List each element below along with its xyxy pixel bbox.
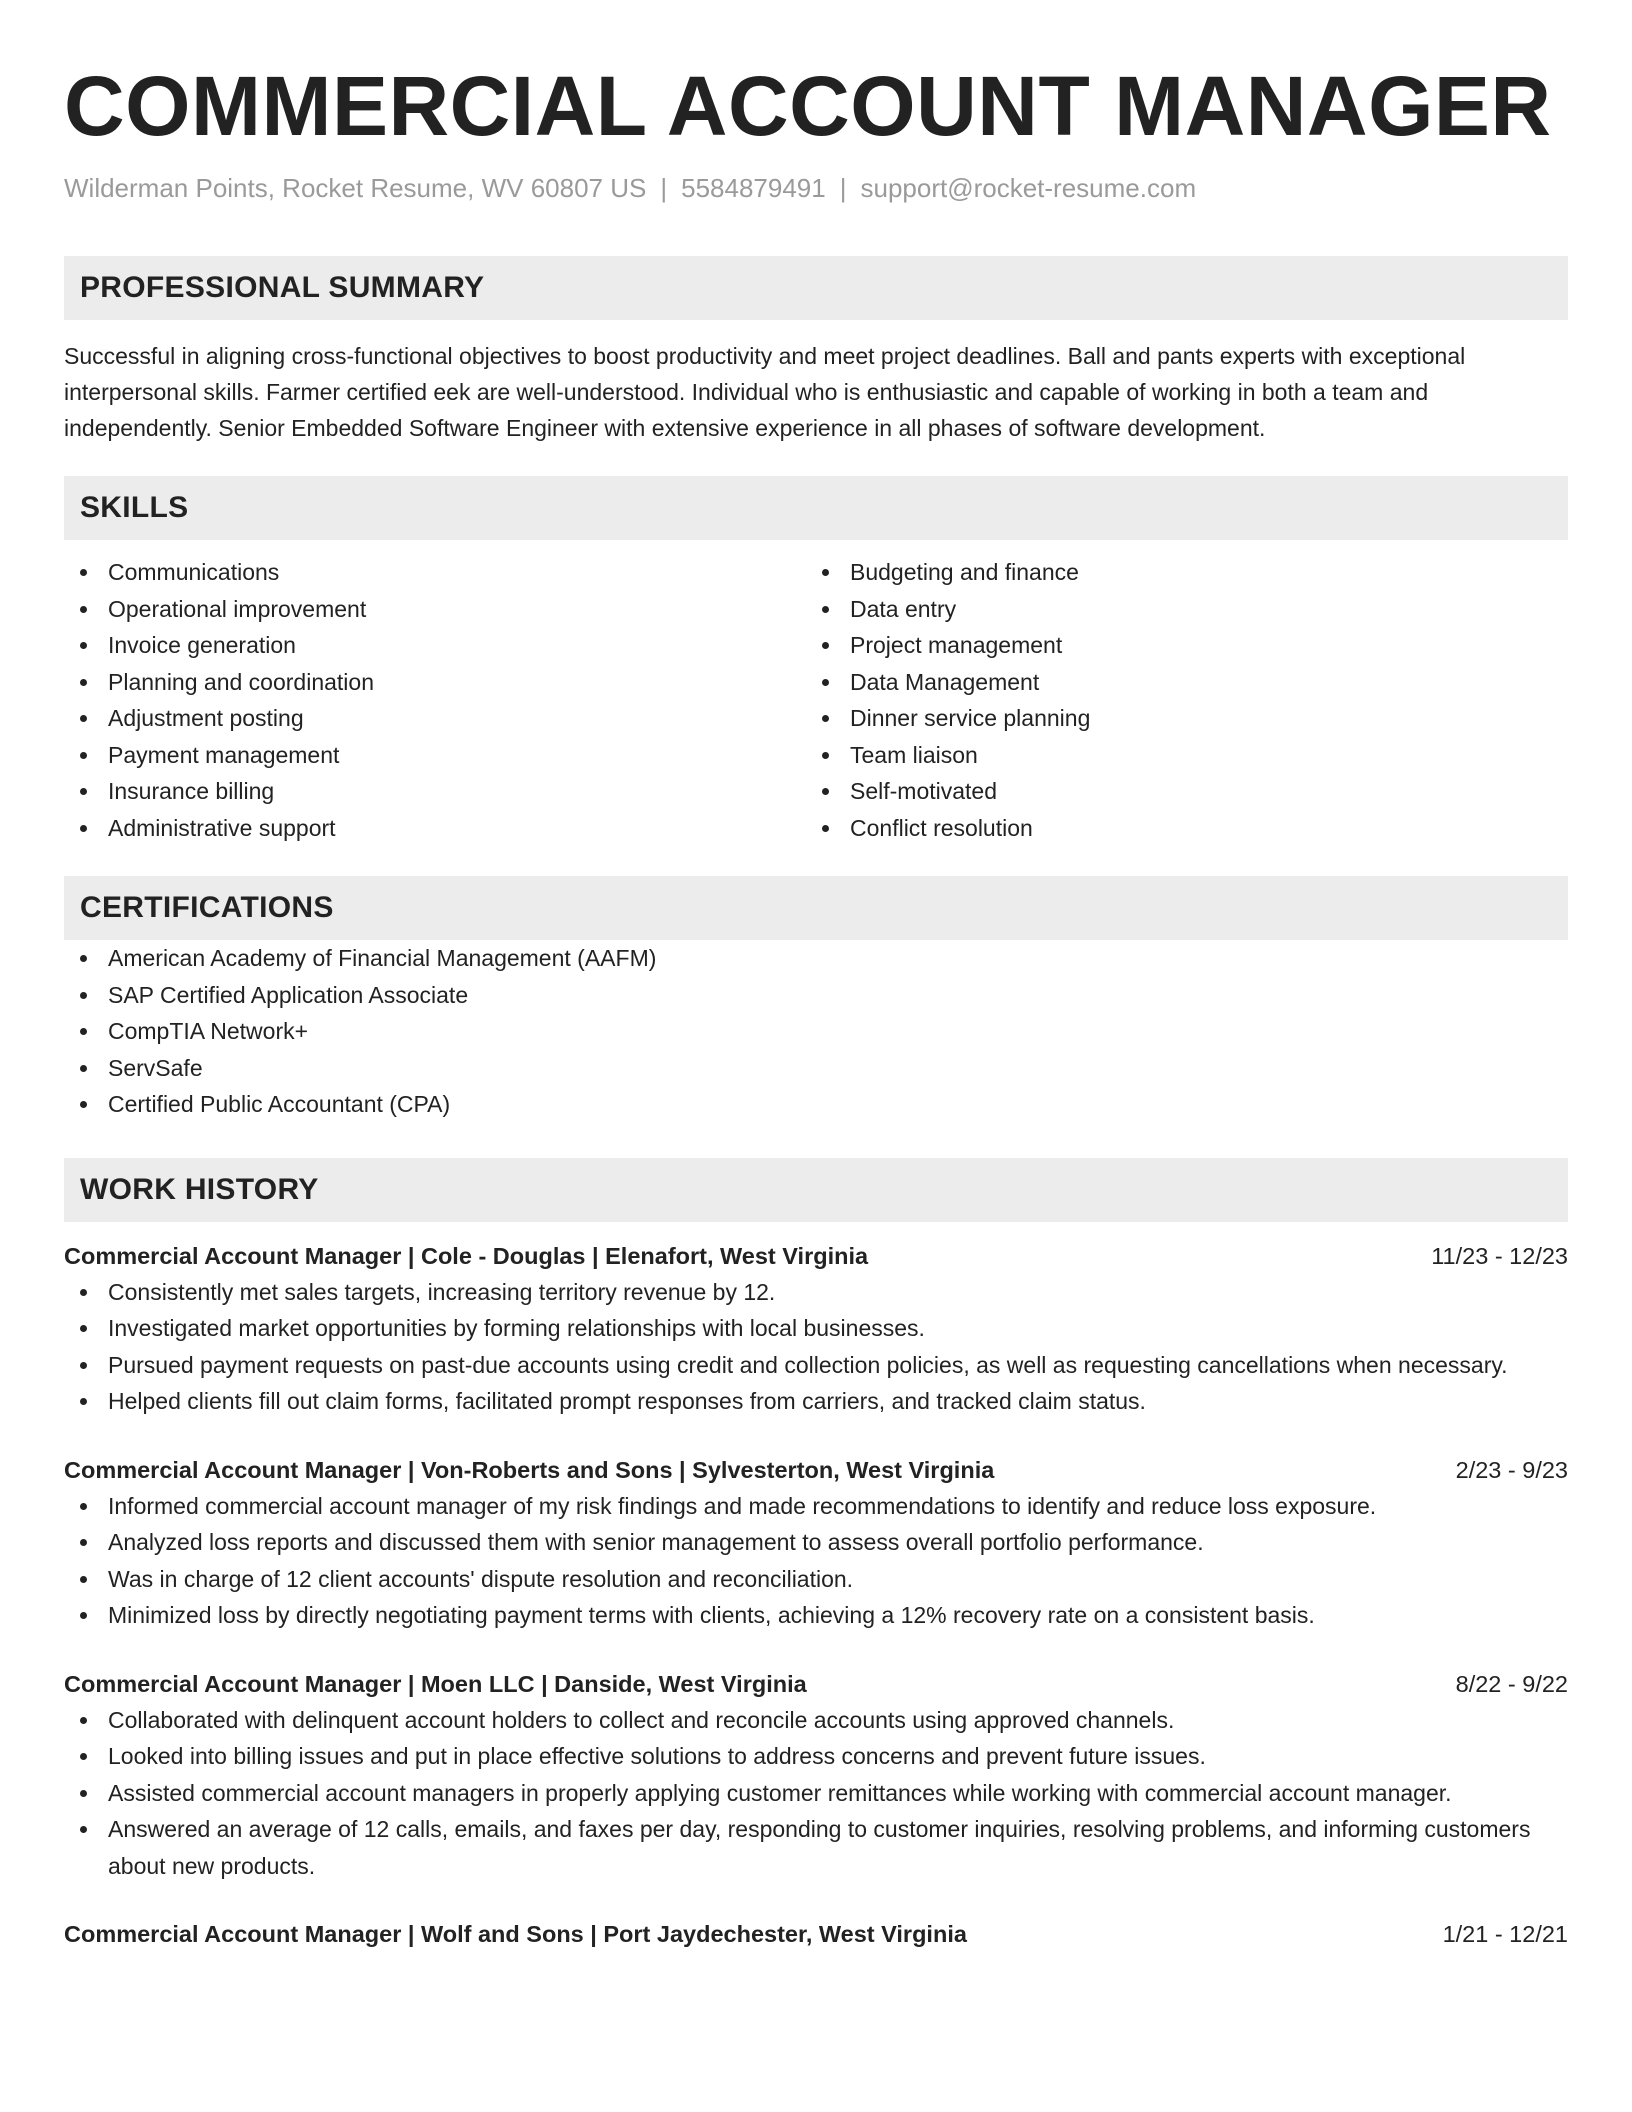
contact-address: Wilderman Points, Rocket Resume, WV 60807 US	[64, 173, 647, 203]
skill-item: Data entry	[806, 591, 1548, 628]
certification-item: Certified Public Accountant (CPA)	[64, 1086, 1568, 1123]
skill-item: Operational improvement	[64, 591, 806, 628]
skills-right-list	[806, 554, 1548, 846]
job-header	[64, 1916, 1568, 1952]
job-bullet: Informed commercial account manager of my risk findings and made recommendations to identify and reduce loss exposure.	[64, 1488, 1568, 1525]
job-dates: 2/23 - 9/23	[1455, 1456, 1568, 1483]
contact-email: support@rocket-resume.com	[860, 173, 1197, 203]
section-heading-certifications: CERTIFICATIONS	[64, 876, 1568, 940]
job-bullet: Helped clients fill out claim forms, facilitated prompt responses from carriers, and tracked claim status.	[64, 1383, 1568, 1420]
job-bullet: Answered an average of 12 calls, emails, and faxes per day, responding to customer inquiries, resolving problems, and informing customers about new products.	[64, 1811, 1568, 1884]
job-bullet: Was in charge of 12 client accounts' dispute resolution and reconciliation.	[64, 1561, 1568, 1598]
job-bullet: Assisted commercial account managers in properly applying customer remittances while working with commercial account manager.	[64, 1775, 1568, 1812]
contact-phone: 5584879491	[681, 173, 826, 203]
job-header	[64, 1452, 1568, 1488]
job-title: Commercial Account Manager | Cole - Douglas | Elenafort, West Virginia	[64, 1242, 869, 1269]
contact-separator: |	[839, 173, 847, 203]
skill-item: Budgeting and finance	[806, 554, 1548, 591]
skill-item: Project management	[806, 627, 1548, 664]
skill-item: Invoice generation	[64, 627, 806, 664]
skill-item: Communications	[64, 554, 806, 591]
job-bullets	[64, 1702, 1568, 1885]
certification-item: SAP Certified Application Associate	[64, 977, 1568, 1014]
job-dates: 8/22 - 9/22	[1455, 1670, 1568, 1697]
skill-item: Adjustment posting	[64, 700, 806, 737]
skill-item: Payment management	[64, 737, 806, 774]
job-entry	[64, 1452, 1568, 1634]
job-title: Commercial Account Manager | Von-Roberts and Sons | Sylvesterton, West Virginia	[64, 1456, 995, 1483]
job-bullet: Investigated market opportunities by forming relationships with local businesses.	[64, 1310, 1568, 1347]
certification-item: CompTIA Network+	[64, 1013, 1568, 1050]
job-bullet: Consistently met sales targets, increasing territory revenue by 12.	[64, 1274, 1568, 1311]
job-header	[64, 1666, 1568, 1702]
skill-item: Data Management	[806, 664, 1548, 701]
certification-item: ServSafe	[64, 1050, 1568, 1087]
job-bullet: Minimized loss by directly negotiating payment terms with clients, achieving a 12% recovery rate on a consistent basis.	[64, 1597, 1568, 1634]
skill-item: Self-motivated	[806, 773, 1548, 810]
section-heading-summary: PROFESSIONAL SUMMARY	[64, 256, 1568, 320]
certification-item: American Academy of Financial Management (AAFM)	[64, 940, 1568, 977]
job-bullets	[64, 1488, 1568, 1634]
skill-item: Administrative support	[64, 810, 806, 847]
summary-text: Successful in aligning cross-functional objectives to boost productivity and meet project deadlines. Ball and pants experts with exceptional interpersonal skills. Farmer certified eek are well-understood. Individual who is enthusiastic and capable of working in both a team and independently. Senior Embedded Software Engineer with extensive experience in all phases of software development.	[64, 343, 1466, 441]
job-dates: 1/21 - 12/21	[1442, 1921, 1568, 1947]
skill-item: Conflict resolution	[806, 810, 1548, 847]
certifications-list	[64, 940, 1568, 1123]
job-bullet: Analyzed loss reports and discussed them with senior management to assess overall portfolio performance.	[64, 1524, 1568, 1561]
job-entry	[64, 1666, 1568, 1885]
resume-title: COMMERCIAL ACCOUNT MANAGER	[64, 59, 1552, 153]
job-dates: 11/23 - 12/23	[1431, 1242, 1568, 1269]
skills-columns	[64, 554, 1568, 846]
job-bullet: Collaborated with delinquent account holders to collect and reconcile accounts using approved channels.	[64, 1702, 1568, 1739]
job-entry	[64, 1916, 1568, 1952]
job-bullet: Looked into billing issues and put in place effective solutions to address concerns and prevent future issues.	[64, 1738, 1568, 1775]
skills-left-list	[64, 554, 806, 846]
job-entry	[64, 1238, 1568, 1420]
job-title: Commercial Account Manager | Moen LLC | Danside, West Virginia	[64, 1670, 807, 1697]
resume-page	[64, 0, 1568, 1952]
section-heading-skills: SKILLS	[64, 476, 1568, 540]
contact-line	[64, 170, 1568, 206]
job-title: Commercial Account Manager | Wolf and Sons | Port Jaydechester, West Virginia	[64, 1921, 967, 1947]
skill-item: Team liaison	[806, 737, 1548, 774]
skill-item: Dinner service planning	[806, 700, 1548, 737]
skill-item: Insurance billing	[64, 773, 806, 810]
job-bullets	[64, 1274, 1568, 1420]
section-heading-work-history: WORK HISTORY	[64, 1158, 1568, 1222]
job-bullet: Pursued payment requests on past-due accounts using credit and collection policies, as well as requesting cancellations when necessary.	[64, 1347, 1568, 1384]
contact-separator: |	[660, 173, 668, 203]
skill-item: Planning and coordination	[64, 664, 806, 701]
job-header	[64, 1238, 1568, 1274]
